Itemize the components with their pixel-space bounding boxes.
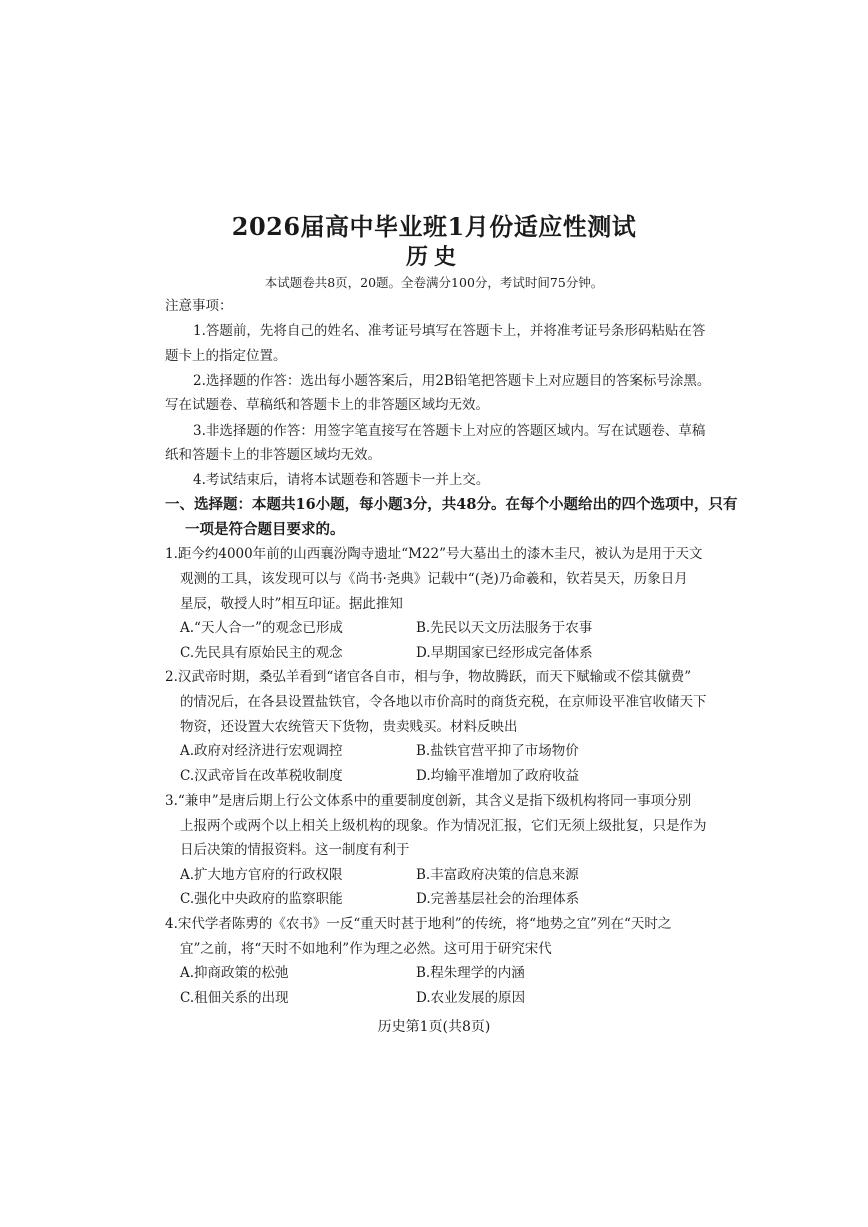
subject-title: 历史 [405,244,462,270]
question-4-option-c: C.租佃关系的出现 [180,990,289,1006]
page-footer: 历史第1页(共8页) [377,1019,491,1035]
question-3-option-a: A.扩大地方官府的行政权限 [180,867,343,883]
question-3-option-b: B.丰富政府决策的信息来源 [416,867,579,883]
question-3-option-c: C.强化中央政府的监察职能 [180,891,343,907]
note-line: 3.非选择题的作答：用签字笔直接写在答题卡上对应的答题区域内。写在试题卷、草稿 [193,423,706,439]
note-line: 题卡上的指定位置。 [165,348,287,364]
question-4-line: 宜”之前，将“天时不如地利”作为理之必然。这可用于研究宋代 [180,941,552,957]
question-1-option-b: B.先民以天文历法服务于农事 [416,620,593,636]
question-4-line: 4.宋代学者陈旉的《农书》一反“重天时甚于地利”的传统，将“地势之宜”列在“天时之 [165,916,672,932]
section-heading: 一、选择题：本题共16小题，每小题3分，共48分。在每个小题给出的四个选项中，只有 [165,496,738,513]
question-2-line: 物资，还设置大农统管天下货物，贵卖贱买。材料反映出 [180,719,518,735]
exam-title: 2026届高中毕业班1月份适应性测试 [231,212,637,241]
question-1-line: 观测的工具，该发现可以与《尚书·尧典》记载中“(尧)乃命羲和，钦若昊天，历象日月 [180,571,688,587]
question-2-line: 的情况后，在各县设置盐铁官，令各地以市价高时的商货充税，在京师设平准官收储天下 [180,694,707,710]
question-3-line: 3.“兼申”是唐后期上行公文体系中的重要制度创新，其含义是指下级机构将同一事项分别 [165,793,692,809]
question-3-option-d: D.完善基层社会的治理体系 [416,891,580,907]
question-2-line: 2.汉武帝时期，桑弘羊看到“诸官各自市，相与争，物故腾跃，而天下赋输或不偿其僦费” [165,669,692,685]
note-line: 1.答题前，先将自己的姓名、准考证号填写在答题卡上，并将准考证号条形码粘贴在答 [193,323,706,339]
question-1-line: 星辰，敬授人时”相互印证。据此推知 [180,596,403,612]
section-heading-cont: 一项是符合题目要求的。 [185,521,345,538]
question-4-option-b: B.程朱理学的内涵 [416,965,525,981]
question-2-option-d: D.均输平准增加了政府收益 [416,768,580,784]
question-2-option-a: A.政府对经济进行宏观调控 [180,743,343,759]
note-line: 纸和答题卡上的非答题区域均无效。 [165,447,381,463]
exam-info: 本试题卷共8页，20题。全卷满分100分，考试时间75分钟。 [264,275,604,290]
question-1-option-c: C.先民具有原始民主的观念 [180,645,343,661]
note-line: 写在试题卷、草稿纸和答题卡上的非答题区域均无效。 [165,397,489,413]
question-1-option-d: D.早期国家已经形成完备体系 [416,645,593,661]
question-4-option-a: A.抑商政策的松弛 [180,965,289,981]
note-line: 2.选择题的作答：选出每小题答案后，用2B铅笔把答题卡上对应题目的答案标号涂黑。 [193,373,711,389]
note-line: 4.考试结束后，请将本试题卷和答题卡一并上交。 [193,472,490,488]
notes-heading: 注意事项： [165,298,233,314]
question-3-line: 上报两个或两个以上相关上级机构的现象。作为情况汇报，它们无须上级批复，只是作为 [180,818,707,834]
question-1-line: 1.距今约4000年前的山西襄汾陶寺遗址“M22”号大墓出土的漆木圭尺，被认为是用于天文 [165,546,703,562]
question-3-line: 日后决策的情报资料。这一制度有利于 [180,842,410,858]
question-4-option-d: D.农业发展的原因 [416,990,526,1006]
question-1-option-a: A.“天人合一”的观念已形成 [180,620,343,636]
question-2-option-b: B.盐铁官营平抑了市场物价 [416,743,579,759]
question-2-option-c: C.汉武帝旨在改革税收制度 [180,768,343,784]
